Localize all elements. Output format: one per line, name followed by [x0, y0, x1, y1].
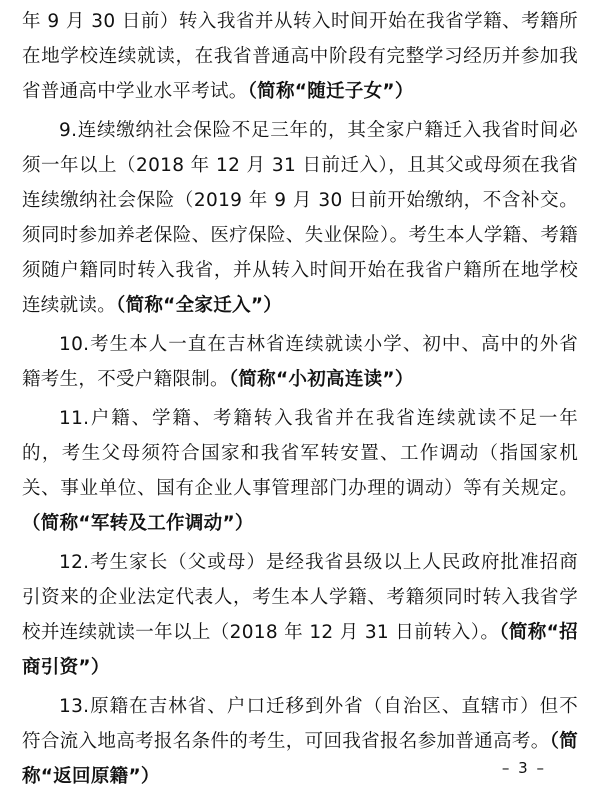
document-page	[22, 4, 578, 798]
page-number: – 3 –	[501, 759, 546, 777]
paragraph-text: 10.考生本人一直在吉林省连续就读小学、初中、高中的外省籍考生，不受户籍限制。	[22, 334, 578, 390]
paragraph-abbreviation: （简称“小初高连读”）	[228, 369, 414, 390]
paragraph-item-8-continuation	[22, 4, 578, 109]
paragraph-text: 13.原籍在吉林省、户口迁移到外省（自治区、直辖市）但不符合流入地高考报名条件的考生，可回我省报名参加普通高考。	[22, 696, 578, 752]
paragraph-text: 12.考生家长（父或母）是经我省县级以上人民政府批准招商引资来的企业法定代表人，考生本人学籍、考籍须同时转入我省学校并连续就读一年以上（2018 年 12 月 31 日前转入）。	[22, 552, 578, 643]
paragraph-abbreviation: （简称“返回原籍”）	[22, 731, 579, 787]
paragraph-abbreviation: （简称“全家迁入”）	[116, 295, 283, 316]
paragraph-abbreviation: （简称“随迁子女”）	[247, 81, 414, 102]
paragraph-item-13	[22, 689, 578, 794]
paragraph-text: 11.户籍、学籍、考籍转入我省并在我省连续就读不足一年的，考生父母须符合国家和我省军转安置、工作调动（指国家机关、事业单位、国有企业人事管理部门办理的调动）等有关规定。	[22, 408, 578, 499]
paragraph-text: 9.连续缴纳社会保险不足三年的，其全家户籍迁入我省时间必须一年以上（2018 年 12 月 31 日前迁入），且其父或母须在我省连续缴纳社会保险（2019 年 9 月 30 日前开始缴纳，不含补交。须同时参加养老保险、医疗保险、失业保险）。考生本人学籍、考籍须随户籍同时转入我省，并从转入时间开始在我省户籍所在地学校连续就读。	[22, 120, 578, 316]
paragraph-item-12	[22, 545, 578, 685]
paragraph-item-9	[22, 113, 578, 323]
paragraph-text: 年 9 月 30 日前）转入我省并从转入时间开始在我省学籍、考籍所在地学校连续就读，在我省普通高中阶段有完整学习经历并参加我省普通高中学业水平考试。	[22, 11, 578, 102]
paragraph-item-11	[22, 401, 578, 541]
paragraph-abbreviation: （简称“军转及工作调动”）	[22, 513, 254, 534]
paragraph-abbreviation: （简称“招商引资”）	[22, 622, 578, 678]
paragraph-item-10	[22, 327, 578, 397]
